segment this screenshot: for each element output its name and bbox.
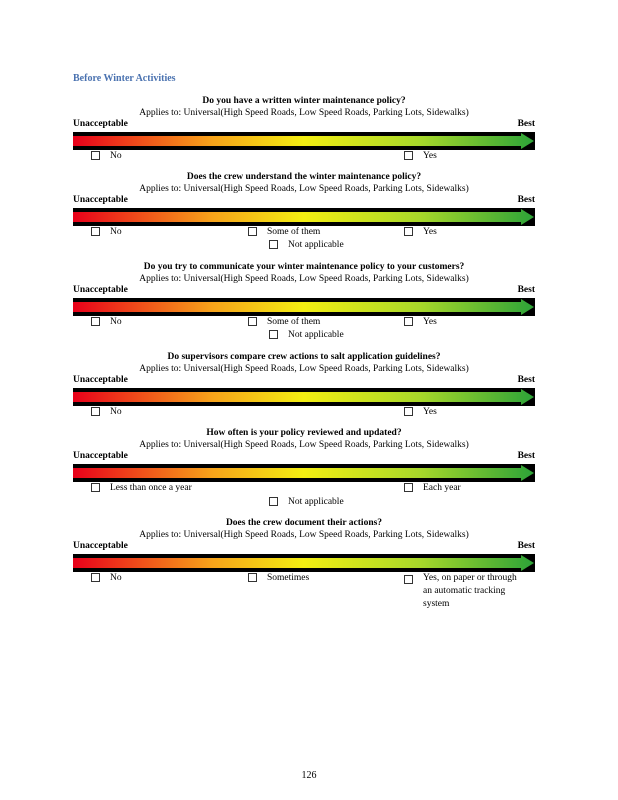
question-block-4 xyxy=(73,351,535,420)
checkbox-icon[interactable] xyxy=(269,330,278,339)
options xyxy=(73,482,535,510)
option-no[interactable]: No xyxy=(91,150,122,163)
option-sometimes[interactable]: Sometimes xyxy=(248,572,309,585)
scale-labels xyxy=(73,541,535,553)
checkbox-icon[interactable] xyxy=(91,317,100,326)
option-not-applicable[interactable]: Not applicable xyxy=(269,239,344,252)
checkbox-icon[interactable] xyxy=(91,227,100,236)
applies-to: Applies to: Universal(High Speed Roads, Low Speed Roads, Parking Lots, Sidewalks) xyxy=(139,274,469,284)
option-each-year[interactable]: Each year xyxy=(404,482,461,495)
option-yes-tracking[interactable]: Yes, on paper or through an automatic tracking system xyxy=(404,572,528,611)
checkbox-icon[interactable] xyxy=(404,227,413,236)
options xyxy=(73,572,535,614)
scale-left-label: Unacceptable xyxy=(73,375,128,385)
rating-scale-bar xyxy=(73,554,535,572)
scale-left-label: Unacceptable xyxy=(73,195,128,205)
question-block-3 xyxy=(73,261,535,344)
scale-right-label: Best xyxy=(517,285,535,295)
option-no[interactable]: No xyxy=(91,406,122,419)
options xyxy=(73,150,535,164)
scale-right-label: Best xyxy=(517,451,535,461)
checkbox-icon[interactable] xyxy=(91,407,100,416)
option-yes[interactable]: Yes xyxy=(404,150,437,163)
question-text: How often is your policy reviewed and updated? xyxy=(206,428,402,438)
scale-left-label: Unacceptable xyxy=(73,119,128,129)
checkbox-icon[interactable] xyxy=(404,151,413,160)
checkbox-icon[interactable] xyxy=(269,240,278,249)
applies-to: Applies to: Universal(High Speed Roads, Low Speed Roads, Parking Lots, Sidewalks) xyxy=(139,440,469,450)
scale-labels xyxy=(73,195,535,207)
option-some[interactable]: Some of them xyxy=(248,316,320,329)
options xyxy=(73,406,535,420)
question-block-5 xyxy=(73,427,535,510)
gradient-arrow xyxy=(73,208,535,226)
rating-scale-bar xyxy=(73,208,535,226)
checkbox-icon[interactable] xyxy=(91,573,100,582)
checkbox-icon[interactable] xyxy=(269,497,278,506)
option-not-applicable[interactable]: Not applicable xyxy=(269,329,344,342)
checkbox-icon[interactable] xyxy=(404,317,413,326)
options xyxy=(73,226,535,254)
option-no[interactable]: No xyxy=(91,572,122,585)
gradient-arrow xyxy=(73,388,535,406)
scale-right-label: Best xyxy=(517,375,535,385)
checkbox-icon[interactable] xyxy=(404,575,413,584)
scale-labels xyxy=(73,285,535,297)
gradient-arrow xyxy=(73,132,535,150)
option-no[interactable]: No xyxy=(91,316,122,329)
gradient-arrow xyxy=(73,298,535,316)
rating-scale-bar xyxy=(73,388,535,406)
option-less-than-once[interactable]: Less than once a year xyxy=(91,482,192,495)
option-no[interactable]: No xyxy=(91,226,122,239)
scale-left-label: Unacceptable xyxy=(73,285,128,295)
gradient-arrow xyxy=(73,554,535,572)
question-block-2 xyxy=(73,171,535,254)
checkbox-icon[interactable] xyxy=(248,227,257,236)
rating-scale-bar xyxy=(73,464,535,482)
section-title: Before Winter Activities xyxy=(73,73,176,84)
scale-right-label: Best xyxy=(517,541,535,551)
checkbox-icon[interactable] xyxy=(404,407,413,416)
scale-right-label: Best xyxy=(517,119,535,129)
question-text: Does the crew understand the winter maintenance policy? xyxy=(186,172,422,182)
question-text: Do you have a written winter maintenance policy? xyxy=(202,96,406,106)
options xyxy=(73,316,535,344)
option-some[interactable]: Some of them xyxy=(248,226,320,239)
option-not-applicable[interactable]: Not applicable xyxy=(269,496,344,509)
checkbox-icon[interactable] xyxy=(248,317,257,326)
scale-labels xyxy=(73,119,535,131)
scale-labels xyxy=(73,375,535,387)
checkbox-icon[interactable] xyxy=(91,151,100,160)
scale-right-label: Best xyxy=(517,195,535,205)
checkbox-icon[interactable] xyxy=(91,483,100,492)
question-text: Do you try to communicate your winter maintenance policy to your customers? xyxy=(143,262,465,272)
scale-left-label: Unacceptable xyxy=(73,541,128,551)
page-number: 126 xyxy=(301,770,317,781)
scale-left-label: Unacceptable xyxy=(73,451,128,461)
gradient-arrow xyxy=(73,464,535,482)
applies-to: Applies to: Universal(High Speed Roads, Low Speed Roads, Parking Lots, Sidewalks) xyxy=(139,108,469,118)
question-text: Do supervisors compare crew actions to salt application guidelines? xyxy=(167,352,441,362)
applies-to: Applies to: Universal(High Speed Roads, Low Speed Roads, Parking Lots, Sidewalks) xyxy=(139,364,469,374)
applies-to: Applies to: Universal(High Speed Roads, Low Speed Roads, Parking Lots, Sidewalks) xyxy=(139,530,469,540)
option-yes[interactable]: Yes xyxy=(404,226,437,239)
question-text: Does the crew document their actions? xyxy=(225,518,383,528)
scale-labels xyxy=(73,451,535,463)
rating-scale-bar xyxy=(73,132,535,150)
question-block-1 xyxy=(73,95,535,164)
option-yes[interactable]: Yes xyxy=(404,406,437,419)
checkbox-icon[interactable] xyxy=(248,573,257,582)
applies-to: Applies to: Universal(High Speed Roads, Low Speed Roads, Parking Lots, Sidewalks) xyxy=(139,184,469,194)
question-block-6 xyxy=(73,517,535,614)
checkbox-icon[interactable] xyxy=(404,483,413,492)
option-yes[interactable]: Yes xyxy=(404,316,437,329)
rating-scale-bar xyxy=(73,298,535,316)
